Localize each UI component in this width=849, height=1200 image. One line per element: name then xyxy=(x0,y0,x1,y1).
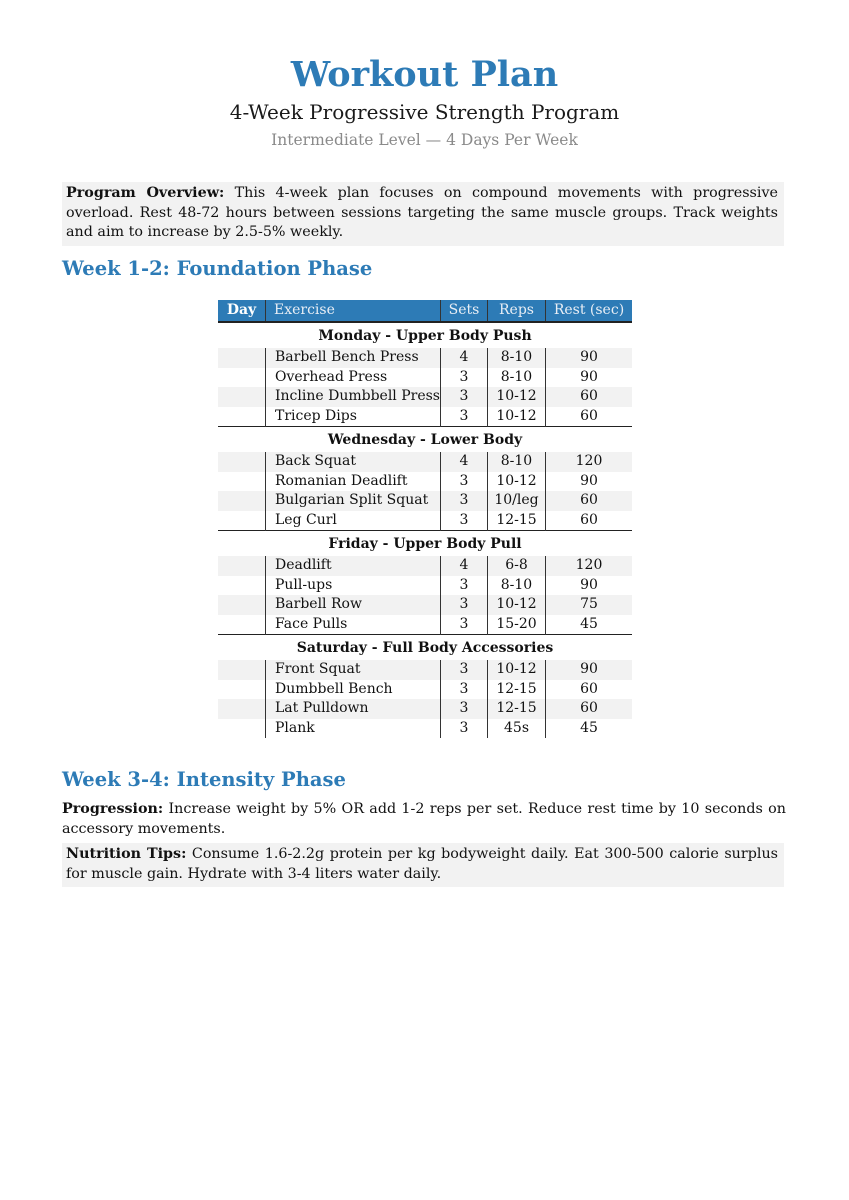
rest-cell: 45 xyxy=(546,719,633,739)
group-title: Monday - Upper Body Push xyxy=(318,328,532,345)
table-row xyxy=(218,719,632,739)
overview-text: This 4-week plan focuses on compound movements with progressive overload. Rest 48-72 hours between sessions targeting the same muscle groups. Track weights and aim to increase by 2.5-5% weekly. xyxy=(66,185,778,240)
reps-cell: 10-12 xyxy=(488,407,546,427)
rest-cell: 75 xyxy=(546,595,633,615)
sets-cell: 3 xyxy=(441,719,488,739)
table-row xyxy=(218,472,632,492)
rest-cell: 90 xyxy=(546,472,633,492)
exercise-cell: Romanian Deadlift xyxy=(266,472,441,492)
reps-cell: 45s xyxy=(488,719,546,739)
day-cell xyxy=(218,699,266,719)
table-row xyxy=(218,407,632,427)
table-row xyxy=(218,452,632,472)
reps-cell: 10-12 xyxy=(488,387,546,407)
table-row xyxy=(218,615,632,635)
exercise-cell: Leg Curl xyxy=(266,511,441,531)
table-row xyxy=(218,511,632,531)
rest-cell: 60 xyxy=(546,680,633,700)
progression-text: Increase weight by 5% OR add 1-2 reps per set. Reduce rest time by 10 seconds on accessory movements. xyxy=(62,801,786,837)
day-cell xyxy=(218,387,266,407)
reps-cell: 10/leg xyxy=(488,491,546,511)
table-row xyxy=(218,660,632,680)
exercise-cell: Back Squat xyxy=(266,452,441,472)
table-group-row xyxy=(218,322,632,348)
sets-cell: 3 xyxy=(441,576,488,596)
reps-cell: 8-10 xyxy=(488,368,546,388)
rest-cell: 90 xyxy=(546,576,633,596)
day-cell xyxy=(218,595,266,615)
rest-cell: 90 xyxy=(546,348,633,368)
sets-cell: 3 xyxy=(441,680,488,700)
program-overview-box xyxy=(62,182,784,246)
level-line: Intermediate Level — 4 Days Per Week xyxy=(271,131,578,149)
day-cell xyxy=(218,368,266,388)
sets-cell: 4 xyxy=(441,556,488,576)
exercise-cell: Lat Pulldown xyxy=(266,699,441,719)
day-cell xyxy=(218,348,266,368)
table-group-row xyxy=(218,635,632,661)
table-row xyxy=(218,491,632,511)
day-cell xyxy=(218,576,266,596)
sets-cell: 3 xyxy=(441,407,488,427)
header-rest: Rest (sec) xyxy=(546,300,633,322)
exercise-cell: Front Squat xyxy=(266,660,441,680)
section-heading-week-1-2: Week 1-2: Foundation Phase xyxy=(62,257,373,280)
table-row xyxy=(218,556,632,576)
rest-cell: 60 xyxy=(546,387,633,407)
sets-cell: 3 xyxy=(441,615,488,635)
reps-cell: 8-10 xyxy=(488,348,546,368)
exercise-cell: Barbell Bench Press xyxy=(266,348,441,368)
rest-cell: 90 xyxy=(546,368,633,388)
table-group-row xyxy=(218,531,632,557)
table-row xyxy=(218,387,632,407)
nutrition-label: Nutrition Tips: xyxy=(66,846,187,862)
reps-cell: 12-15 xyxy=(488,511,546,531)
sets-cell: 3 xyxy=(441,699,488,719)
day-cell xyxy=(218,556,266,576)
rest-cell: 60 xyxy=(546,511,633,531)
exercise-cell: Face Pulls xyxy=(266,615,441,635)
page-subtitle: 4-Week Progressive Strength Program xyxy=(229,100,620,124)
reps-cell: 8-10 xyxy=(488,452,546,472)
reps-cell: 12-15 xyxy=(488,699,546,719)
group-title: Saturday - Full Body Accessories xyxy=(218,635,632,661)
sets-cell: 3 xyxy=(441,368,488,388)
day-cell xyxy=(218,407,266,427)
table-row xyxy=(218,576,632,596)
header-exercise: Exercise xyxy=(266,300,441,322)
workout-table xyxy=(218,300,632,738)
day-cell xyxy=(218,719,266,739)
rest-cell: 60 xyxy=(546,491,633,511)
day-cell xyxy=(218,452,266,472)
rest-cell: 120 xyxy=(546,556,633,576)
reps-cell: 12-15 xyxy=(488,680,546,700)
table-row xyxy=(218,595,632,615)
rest-cell: 60 xyxy=(546,407,633,427)
progression-paragraph xyxy=(62,800,786,839)
progression-label: Progression: xyxy=(62,801,164,817)
sets-cell: 4 xyxy=(441,348,488,368)
reps-cell: 15-20 xyxy=(488,615,546,635)
day-cell xyxy=(218,511,266,531)
reps-cell: 10-12 xyxy=(488,472,546,492)
exercise-cell: Tricep Dips xyxy=(266,407,441,427)
table-row xyxy=(218,680,632,700)
table-body xyxy=(218,322,632,738)
sets-cell: 3 xyxy=(441,511,488,531)
table-row xyxy=(218,368,632,388)
page-title: Workout Plan xyxy=(290,54,559,95)
exercise-cell: Pull-ups xyxy=(266,576,441,596)
exercise-cell: Bulgarian Split Squat xyxy=(266,491,441,511)
exercise-cell: Deadlift xyxy=(266,556,441,576)
table-row xyxy=(218,348,632,368)
day-cell xyxy=(218,615,266,635)
reps-cell: 10-12 xyxy=(488,595,546,615)
nutrition-tips-box xyxy=(62,843,784,887)
table-group-row xyxy=(218,427,632,453)
sets-cell: 3 xyxy=(441,491,488,511)
sets-cell: 3 xyxy=(441,660,488,680)
group-title: Friday - Upper Body Pull xyxy=(218,531,632,557)
header-sets: Sets xyxy=(441,300,488,322)
table-row xyxy=(218,699,632,719)
sets-cell: 3 xyxy=(441,387,488,407)
sets-cell: 4 xyxy=(441,452,488,472)
overview-label: Program Overview: xyxy=(66,185,225,201)
exercise-cell: Dumbbell Bench xyxy=(266,680,441,700)
table-header-row xyxy=(218,300,632,322)
rest-cell: 60 xyxy=(546,699,633,719)
exercise-cell: Barbell Row xyxy=(266,595,441,615)
reps-cell: 10-12 xyxy=(488,660,546,680)
rest-cell: 120 xyxy=(546,452,633,472)
header-day: Day xyxy=(218,300,266,322)
rest-cell: 45 xyxy=(546,615,633,635)
reps-cell: 6-8 xyxy=(488,556,546,576)
section-heading-week-3-4: Week 3-4: Intensity Phase xyxy=(62,768,346,791)
group-title: Wednesday - Lower Body xyxy=(218,427,632,453)
day-cell xyxy=(218,472,266,492)
day-cell xyxy=(218,660,266,680)
exercise-cell: Plank xyxy=(266,719,441,739)
nutrition-text: Consume 1.6-2.2g protein per kg bodyweight daily. Eat 300-500 calorie surplus for muscle gain. Hydrate with 3-4 liters water daily. xyxy=(66,846,778,882)
rest-cell: 90 xyxy=(546,660,633,680)
sets-cell: 3 xyxy=(441,595,488,615)
day-cell xyxy=(218,680,266,700)
exercise-cell: Incline Dumbbell Press xyxy=(266,387,441,407)
sets-cell: 3 xyxy=(441,472,488,492)
reps-cell: 8-10 xyxy=(488,576,546,596)
header-reps: Reps xyxy=(488,300,546,322)
day-cell xyxy=(218,491,266,511)
exercise-cell: Overhead Press xyxy=(266,368,441,388)
